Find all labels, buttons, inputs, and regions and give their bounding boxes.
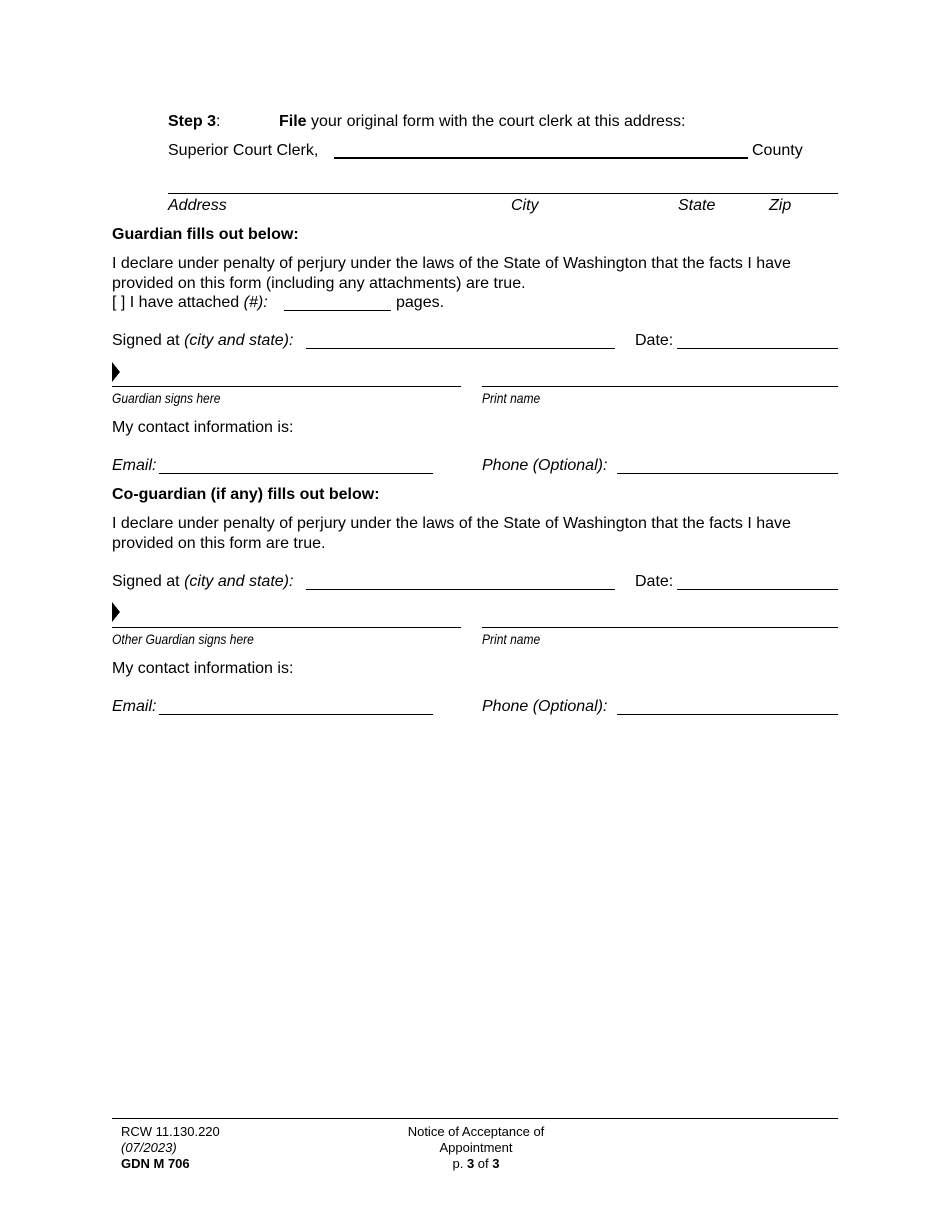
co-sign-here-arrow-icon <box>112 602 120 622</box>
pages-label: pages. <box>396 294 445 311</box>
zip-caption: Zip <box>769 197 792 214</box>
county-label: County <box>752 142 803 159</box>
coguardian-print-caption: Print name <box>482 631 541 647</box>
guardian-print-caption: Print name <box>482 390 541 406</box>
guardian-signature-line[interactable] <box>112 386 461 387</box>
footer-date-code: (07/2023) <box>121 1140 177 1155</box>
guardian-print-name-input[interactable] <box>482 369 842 387</box>
address-caption: Address <box>168 197 227 214</box>
guardian-email-input[interactable] <box>159 456 437 474</box>
state-caption: State <box>678 197 716 214</box>
co-date-input[interactable] <box>677 572 842 590</box>
signed-at-input[interactable] <box>306 331 619 349</box>
footer-title-line1: Notice of Acceptance of <box>407 1124 545 1139</box>
co-signed-at-label: Signed at (city and state): <box>112 573 294 590</box>
guardian-declaration: I declare under penalty of perjury under the laws of the State of Washington that the facts I have provided on this form (including any attachments) are true. <box>112 255 791 292</box>
county-name-input[interactable] <box>334 141 752 159</box>
address-input[interactable] <box>168 176 842 194</box>
attached-label: [ ] I have attached (#): <box>112 294 268 311</box>
sign-here-arrow-icon <box>112 362 120 382</box>
guardian-phone-label: Phone (Optional): <box>482 457 608 474</box>
coguardian-phone-input[interactable] <box>617 697 842 715</box>
footer-title-line2: Appointment <box>439 1140 513 1155</box>
co-signed-at-input[interactable] <box>306 572 619 590</box>
guardian-phone-input[interactable] <box>617 456 842 474</box>
footer-page-number: p. 3 of 3 <box>452 1156 500 1171</box>
coguardian-signature-line[interactable] <box>112 627 461 628</box>
city-caption: City <box>511 197 539 214</box>
step3-instruction: File your original form with the court clerk at this address: <box>279 113 686 130</box>
guardian-contact-label: My contact information is: <box>112 419 294 436</box>
co-date-label: Date: <box>635 573 674 590</box>
pages-count-input[interactable] <box>284 293 395 311</box>
guardian-heading: Guardian fills out below: <box>112 226 299 243</box>
coguardian-contact-label: My contact information is: <box>112 660 294 677</box>
coguardian-phone-label: Phone (Optional): <box>482 698 608 715</box>
clerk-label: Superior Court Clerk, <box>168 142 319 159</box>
date-label: Date: <box>635 332 674 349</box>
step3-label: Step 3: <box>168 113 221 130</box>
footer-rule <box>112 1118 838 1119</box>
footer-left <box>121 1124 220 1172</box>
footer-form-code: GDN M 706 <box>121 1156 190 1171</box>
coguardian-email-label: Email: <box>112 698 157 715</box>
footer-center <box>376 1124 576 1172</box>
guardian-sign-caption: Guardian signs here <box>112 390 221 406</box>
coguardian-sign-caption: Other Guardian signs here <box>112 631 254 647</box>
footer-rcw: RCW 11.130.220 <box>121 1124 220 1139</box>
date-input[interactable] <box>677 331 842 349</box>
coguardian-print-name-input[interactable] <box>482 610 842 628</box>
signed-at-label: Signed at (city and state): <box>112 332 294 349</box>
coguardian-declaration: I declare under penalty of perjury under the laws of the State of Washington that the facts I have provided on this form are true. <box>112 515 791 552</box>
coguardian-email-input[interactable] <box>159 697 437 715</box>
guardian-email-label: Email: <box>112 457 157 474</box>
coguardian-heading: Co-guardian (if any) fills out below: <box>112 486 380 503</box>
attachments-checkbox[interactable]: [ ] <box>112 294 126 311</box>
